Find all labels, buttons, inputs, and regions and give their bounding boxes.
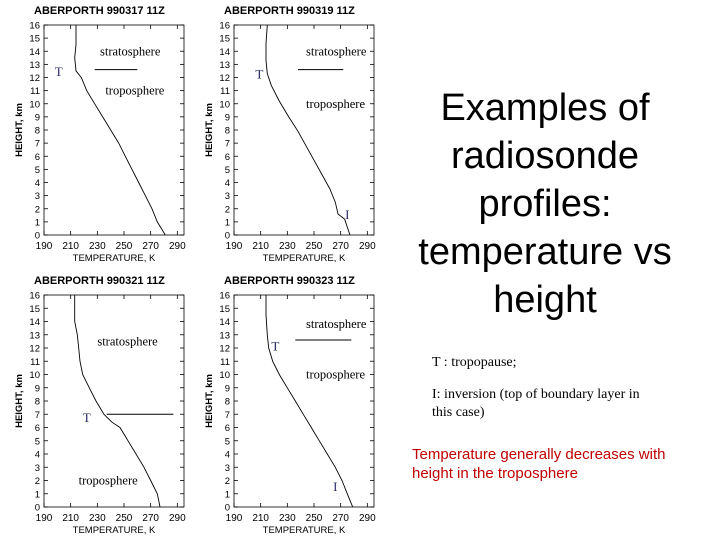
x-tick-label: 230	[278, 513, 296, 524]
y-tick-label: 6	[224, 151, 230, 163]
y-tick-label: 7	[34, 409, 40, 421]
y-tick-label: 4	[34, 449, 40, 461]
x-tick-label: 250	[115, 513, 133, 524]
x-tick-label: 270	[142, 241, 160, 252]
tropopause-marker: T	[255, 66, 264, 82]
y-tick-label: 2	[224, 204, 230, 216]
stratosphere-label: stratosphere	[100, 44, 161, 59]
y-tick-label: 12	[219, 73, 230, 84]
y-tick-label: 2	[34, 476, 40, 487]
y-tick-label: 5	[224, 436, 230, 448]
y-tick-label: 10	[219, 370, 230, 381]
x-tick-label: 250	[305, 513, 323, 524]
y-tick-label: 9	[34, 112, 40, 124]
y-tick-label: 13	[29, 59, 40, 71]
y-tick-label: 9	[224, 112, 230, 124]
y-tick-label: 3	[224, 191, 230, 203]
y-axis-label: HEIGHT, km	[14, 103, 25, 157]
y-tick-label: 16	[29, 20, 40, 32]
y-tick-label: 7	[224, 138, 230, 150]
y-tick-label: 3	[224, 462, 230, 474]
chart-title: ABERPORTH 990319 11Z	[224, 5, 355, 17]
y-tick-label: 9	[224, 383, 230, 395]
y-tick-label: 16	[29, 290, 40, 302]
x-tick-label: 230	[88, 513, 106, 524]
y-tick-label: 14	[219, 46, 230, 58]
y-tick-label: 8	[34, 125, 40, 137]
x-tick-label: 250	[305, 241, 323, 252]
y-tick-label: 7	[224, 409, 230, 421]
tropopause-marker: T	[271, 338, 280, 354]
tropopause-marker: T	[54, 63, 63, 79]
y-tick-label: 1	[34, 489, 40, 501]
legend-tropopause: T : tropopause;	[432, 355, 517, 370]
y-tick-label: 15	[219, 33, 230, 45]
y-tick-label: 2	[224, 476, 230, 487]
y-tick-label: 6	[34, 151, 40, 163]
y-tick-label: 4	[34, 178, 40, 189]
x-axis-label: TEMPERATURE, K	[262, 253, 346, 264]
y-tick-label: 13	[219, 59, 230, 71]
y-tick-label: 10	[219, 99, 230, 111]
x-tick-label: 210	[252, 513, 270, 524]
y-tick-label: 10	[29, 370, 40, 381]
y-tick-label: 16	[219, 20, 230, 32]
y-tick-label: 6	[224, 423, 230, 434]
x-tick-label: 210	[252, 241, 270, 252]
y-tick-label: 4	[224, 178, 230, 189]
stratosphere-label: stratosphere	[306, 317, 367, 332]
y-tick-label: 16	[219, 290, 230, 302]
y-tick-label: 1	[34, 217, 40, 229]
y-tick-label: 15	[29, 303, 40, 315]
y-tick-label: 11	[30, 86, 40, 98]
x-tick-label: 190	[225, 241, 243, 252]
x-tick-label: 270	[332, 241, 350, 252]
y-tick-label: 3	[34, 191, 40, 203]
y-tick-label: 13	[219, 330, 230, 342]
y-axis-label: HEIGHT, km	[204, 103, 215, 157]
y-tick-label: 15	[219, 303, 230, 315]
y-axis-label: HEIGHT, km	[204, 374, 215, 428]
y-tick-label: 14	[219, 317, 230, 328]
troposphere-label: troposphere	[306, 367, 366, 382]
y-tick-label: 1	[224, 489, 230, 501]
chart-title: ABERPORTH 990317 11Z	[34, 5, 165, 17]
x-tick-label: 230	[278, 241, 296, 252]
y-tick-label: 12	[219, 343, 230, 355]
y-tick-label: 0	[224, 502, 230, 514]
y-tick-label: 0	[224, 230, 230, 242]
x-tick-label: 210	[62, 241, 80, 252]
x-tick-label: 270	[142, 513, 160, 524]
troposphere-label: troposphere	[105, 83, 165, 98]
y-tick-label: 11	[220, 356, 230, 368]
y-tick-label: 4	[224, 449, 230, 461]
troposphere-note: Temperature generally decreases with height in the troposphere	[412, 446, 666, 482]
x-tick-label: 210	[62, 513, 80, 524]
x-tick-label: 270	[332, 513, 350, 524]
y-tick-label: 8	[224, 125, 230, 137]
y-tick-label: 2	[34, 204, 40, 216]
x-tick-label: 290	[168, 513, 186, 524]
stratosphere-label: stratosphere	[306, 44, 367, 59]
x-axis-label: TEMPERATURE, K	[72, 525, 156, 536]
x-tick-label: 250	[115, 241, 133, 252]
y-axis-label: HEIGHT, km	[14, 374, 25, 428]
y-tick-label: 9	[34, 383, 40, 395]
y-tick-label: 12	[29, 343, 40, 355]
y-tick-label: 11	[220, 86, 230, 98]
x-tick-label: 230	[88, 241, 106, 252]
x-tick-label: 190	[35, 241, 53, 252]
x-tick-label: 290	[358, 513, 376, 524]
chart-title: ABERPORTH 990321 11Z	[34, 275, 165, 287]
troposphere-label: troposphere	[78, 473, 138, 488]
y-tick-label: 8	[224, 396, 230, 408]
y-tick-label: 6	[34, 423, 40, 434]
y-tick-label: 7	[34, 138, 40, 150]
inversion-marker: I	[345, 207, 350, 222]
x-axis-label: TEMPERATURE, K	[72, 253, 156, 264]
x-tick-label: 290	[168, 241, 186, 252]
y-tick-label: 5	[34, 164, 40, 176]
y-tick-label: 13	[29, 330, 40, 342]
y-tick-label: 12	[29, 73, 40, 84]
y-tick-label: 0	[34, 502, 40, 514]
legend-inversion: I: inversion (top of boundary layer in this case)	[432, 387, 640, 420]
y-tick-label: 5	[224, 164, 230, 176]
y-tick-label: 11	[30, 356, 40, 368]
y-tick-label: 14	[29, 317, 40, 328]
y-tick-label: 15	[29, 33, 40, 45]
x-tick-label: 190	[35, 513, 53, 524]
y-tick-label: 1	[224, 217, 230, 229]
page-title: Examples of radiosonde profiles: temperature vs height	[418, 87, 672, 321]
chart-title: ABERPORTH 990323 11Z	[224, 275, 355, 287]
y-tick-label: 3	[34, 462, 40, 474]
stratosphere-label: stratosphere	[97, 334, 158, 349]
x-tick-label: 190	[225, 513, 243, 524]
y-tick-label: 10	[29, 99, 40, 111]
x-tick-label: 290	[358, 241, 376, 252]
troposphere-label: troposphere	[306, 96, 366, 111]
y-tick-label: 14	[29, 46, 40, 58]
inversion-marker: I	[333, 478, 338, 494]
y-tick-label: 5	[34, 436, 40, 448]
tropopause-marker: T	[82, 409, 91, 425]
x-axis-label: TEMPERATURE, K	[262, 525, 346, 536]
y-tick-label: 8	[34, 396, 40, 408]
y-tick-label: 0	[34, 230, 40, 242]
